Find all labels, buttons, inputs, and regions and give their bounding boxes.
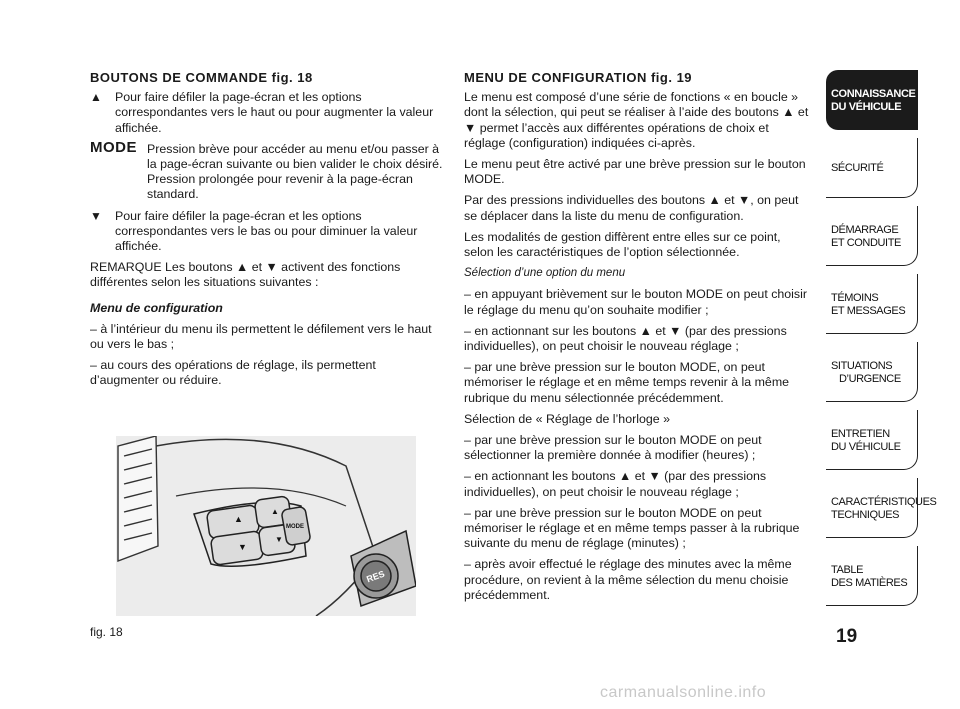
tab-label-line1: CONNAISSANCE [831,88,916,100]
tab-label-line1: CARACTÉRISTIQUES [831,496,937,508]
tab-label-line2: DU VÉHICULE [831,100,902,113]
tab-securite[interactable] [826,138,918,198]
paragraph-3: Par des pressions individuelles des boutons ▲ et ▼, on peut se déplacer dans la liste du menu de configuration. [464,193,799,223]
tab-entretien-vehicule[interactable] [826,410,918,470]
mode-button-text: Pression brève pour accéder au menu et/ou passer à la page-écran suivante ou bien valider le choix désiré. Pression prolongée pour revenir à la page-écran standard. [147,141,443,202]
tab-label-line1: SÉCURITÉ [831,162,884,174]
tab-label-line1: TÉMOINS [831,292,879,304]
tab-label-line1: TABLE [831,564,864,576]
paragraph-9: – en actionnant les boutons ▲ et ▼ (par des pressions individuelles), on peut choisir le nouveau réglage ; [464,469,767,499]
fig-up-label: ▲ [234,514,243,524]
left-column [90,70,445,395]
tab-label-line2: TECHNIQUES [831,508,900,521]
tab-label-line1: ENTRETIEN [831,428,890,440]
tab-label-line2: ET MESSAGES [831,304,906,317]
tab-temoins-messages[interactable] [826,274,918,334]
paragraph-10: – par une brève pression sur le bouton MODE on peut mémoriser le réglage et en même temps passer à la rubrique suivante du menu de réglage (minutes) ; [464,505,800,551]
paragraph-8: – par une brève pression sur le bouton MODE on peut sélectionner la première donnée à modifier (heures) ; [464,433,762,463]
svg-text:▼: ▼ [275,535,283,544]
paragraph-4: Les modalités de gestion diffèrent entre elles sur ce point, selon les caractéristiques de l’option sélectionnée. [464,229,781,260]
chapter-tabs [826,70,937,614]
page-number: 19 [836,626,858,647]
up-button-description [90,90,445,136]
paragraph-5: – en appuyant brièvement sur le bouton MODE on peut choisir le réglage du menu qu’on souhaite modifier ; [464,287,808,317]
fig-res-label: RES [365,568,386,585]
tab-caracteristiques-techniques[interactable] [826,478,937,538]
paragraph-2: Le menu peut être activé par une brève pression sur le bouton MODE. [464,157,806,187]
figure-caption: fig. 18 [90,625,123,639]
tab-situations-urgence[interactable] [826,342,918,402]
right-column [464,70,809,609]
figure-18-illustration [116,436,416,616]
paragraph-6: – en actionnant sur les boutons ▲ et ▼ (par des pressions individuelles), on peut choisir le nouveau réglage ; [464,323,787,354]
subheading-clock: Sélection de « Réglage de l’horloge » [464,411,670,426]
menu-item-1: – à l’intérieur du menu ils permettent le défilement vers le haut ou vers le bas ; [90,321,432,352]
down-button-description [90,209,445,255]
paragraph-11: – après avoir effectué le réglage des minutes avec la même procédure, on revient à la même sélection du menu choisie précédemment. [464,557,792,602]
svg-text:▲: ▲ [271,507,279,516]
down-button-text: Pour faire défiler la page-écran et les options correspondantes vers le bas ou pour diminuer la valeur affichée. [115,208,418,254]
fig-down-label: ▼ [238,542,247,552]
up-arrow-icon: ▲ [90,90,102,105]
tab-label-line1: DÉMARRAGE [831,224,899,236]
paragraph-1: Le menu est composé d’une série de fonctions « en boucle » dont la sélection, qui peut se réaliser à l’aide des boutons ▲ et ▼ permet l’accès aux différentes opérations de choix et réglage (configuration) indiquées ci-après. [464,90,809,150]
watermark: carmanualsonline.info [600,684,767,701]
tab-label-line2: ET CONDUITE [831,236,901,249]
menu-item-2: – au cours des opérations de réglage, ils permettent d’augmenter ou réduire. [90,358,376,388]
down-arrow-icon: ▼ [90,208,102,223]
steering-buttons-drawing [116,436,416,616]
remark-text: REMARQUE Les boutons ▲ et ▼ activent des fonctions différentes selon les situations suivantes : [90,260,401,290]
tab-demarrage-conduite[interactable] [826,206,918,266]
up-button-text: Pour faire défiler la page-écran et les options correspondantes vers le haut ou pour augmenter la valeur affichée. [115,90,434,135]
tab-connaissance-vehicule[interactable] [826,70,918,130]
subheading-option-selection: Sélection d’une option du menu [464,267,626,280]
tab-table-matieres[interactable] [826,546,918,606]
subheading-menu-config: Menu de configuration [90,300,223,315]
tab-label-line2: DU VÉHICULE [831,440,901,453]
tab-label-line2: D’URGENCE [839,372,901,385]
fig-mode-label: MODE [286,524,304,530]
mode-label: MODE [90,138,137,156]
tab-label-line2: DES MATIÈRES [831,576,908,589]
tab-label-line1: SITUATIONS [831,360,893,372]
section-heading-buttons: BOUTONS DE COMMANDE fig. 18 [90,70,313,85]
section-heading-menu: MENU DE CONFIGURATION fig. 19 [464,70,693,85]
paragraph-7: – par une brève pression sur le bouton MODE, on peut mémoriser le réglage et en même temps revenir à la même rubrique du menu sélectionnée précédemment. [464,360,790,405]
mode-button-description [90,138,445,203]
